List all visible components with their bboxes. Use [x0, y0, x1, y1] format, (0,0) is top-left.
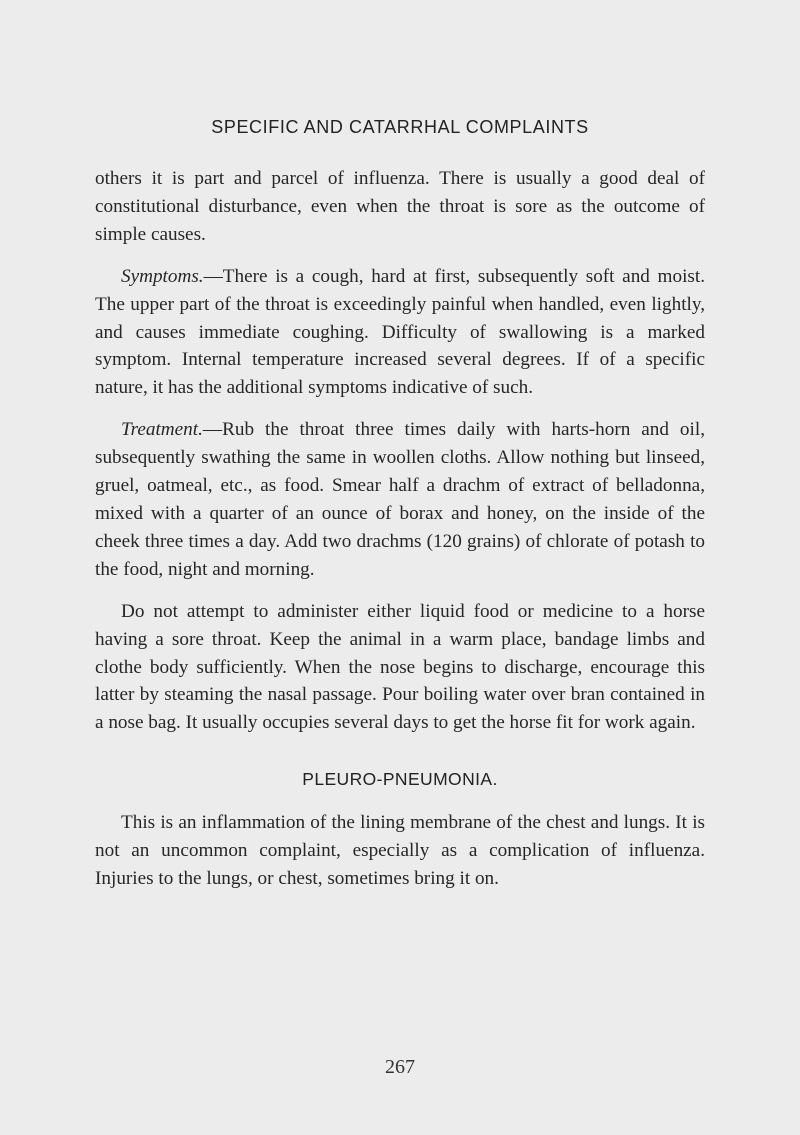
paragraph-pleuro-pneumonia: This is an inflammation of the lining membrane of the chest and lungs. It is not an uncommon complaint, especially as a complication of influenza. Injuries to the lungs, or chest, sometimes bring it on. [95, 812, 705, 889]
section-heading: PLEURO-PNEUMONIA. [302, 769, 498, 790]
paragraph-treatment [95, 416, 705, 583]
body-text [95, 165, 705, 893]
paragraph-advice: Do not attempt to administer either liquid food or medicine to a horse having a sore throat. Keep the animal in a warm place, bandage limbs and clothe body sufficiently. When the nose begins to discharge, encourage this latter by steaming the nasal passage. Pour boiling water over bran contained in a nose bag. It usually occupies several days to get the horse fit for work again. [95, 600, 705, 734]
paragraph-symptoms [95, 263, 705, 403]
treatment-text: —Rub the throat three times daily with harts-horn and oil, subsequently swathing the same in woollen cloths. Allow nothing but linseed, gruel, oatmeal, etc., as food. Smear half a drachm of extract of belladonna, mixed with a quarter of an ounce of borax and honey, on the inside of the cheek three times a day. Add two drachms (120 grains) of chlorate of potash to the food, night and morning. [95, 419, 705, 580]
paragraph-continuation: others it is part and parcel of influenza. There is usually a good deal of constitutional disturbance, even when the throat is sore as the outcome of simple causes. [95, 168, 705, 245]
symptoms-lead: Symptoms. [121, 265, 204, 287]
treatment-lead: Treatment. [121, 419, 203, 441]
page-number: 267 [385, 1056, 415, 1078]
symptoms-text: —There is a cough, hard at first, subsequently soft and moist. The upper part of the throat is exceedingly painful when handled, even lightly, and causes immediate coughing. Difficulty of swallowing is a marked symptom. Internal temperature increased several degrees. If of a specific nature, it has the additional symptoms indicative of such. [95, 265, 705, 399]
running-head: SPECIFIC AND CATARRHAL COMPLAINTS [211, 117, 589, 137]
